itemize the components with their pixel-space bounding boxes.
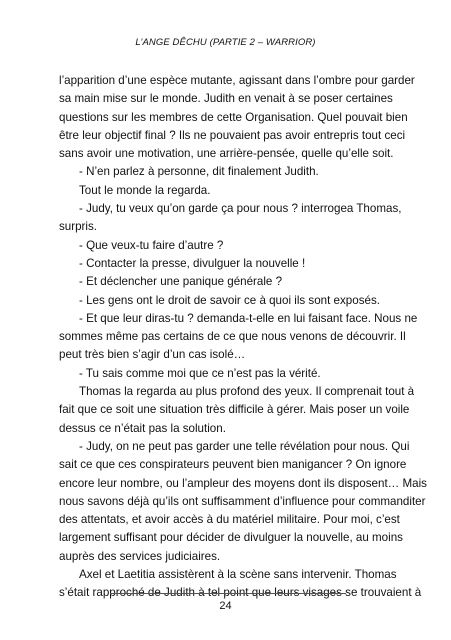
text-line: sait ce que ces conspirateurs peuvent bien manigancer ? On ignore <box>59 458 407 472</box>
text-line: - Les gens ont le droit de savoir ce à quoi ils sont exposés. <box>79 293 380 307</box>
page-number: 24 <box>219 600 232 612</box>
text-line: Thomas la regarda au plus profond des yeux. Il comprenait tout à <box>79 385 415 399</box>
text-line: dessus ce n’était pas la solution. <box>59 421 226 435</box>
text-line: Tout le monde la regarda. <box>79 183 211 197</box>
text-line: sa main mise sur le monde. Judith en venait à se poser certaines <box>59 92 393 106</box>
text-line: - Et déclencher une panique générale ? <box>79 275 283 289</box>
text-line: l’apparition d’une espèce mutante, agissant dans l’ombre pour garder <box>59 74 415 87</box>
text-line: questions sur les membres de cette Organisation. Quel pouvait bien <box>59 110 408 124</box>
text-line: sommes même pas certains de ce que nous venons de découvrir. Il <box>59 330 406 344</box>
text-line: - Que veux-tu faire d’autre ? <box>79 238 224 252</box>
text-line: - Tu sais comme moi que ce n’est pas la vérité. <box>79 366 321 380</box>
text-line: - Contacter la presse, divulguer la nouvelle ! <box>79 256 306 270</box>
text-line: - Judy, on ne peut pas garder une telle révélation pour nous. Qui <box>79 439 410 453</box>
body-text <box>59 72 427 603</box>
text-line: encore leur nombre, ou l’ampleur des moyens dont ils disposent… Mais <box>59 476 427 490</box>
text-line: - Et que leur diras-tu ? demanda-t-elle en lui faisant face. Nous ne <box>79 311 418 325</box>
text-line: largement suffisant pour décider de divulguer la nouvelle, au moins <box>59 531 403 545</box>
text-line: - N’en parlez à personne, dit finalement Judith. <box>79 165 319 179</box>
text-line: fait que ce soit une situation très difficile à gérer. Mais poser un voile <box>59 403 410 417</box>
text-line: surpris. <box>59 220 98 234</box>
text-line: sans avoir une motivation, une arrière-pensée, quelle qu’elle soit. <box>59 147 394 161</box>
text-line: nous savons déjà qu’ils ont suffisamment d’influence pour commanditer <box>59 494 426 508</box>
text-line: des attentats, et avoir accès à du matériel militaire. Pour moi, c’est <box>59 513 400 527</box>
text-line: - Judy, tu veux qu’on garde ça pour nous ? interrogea Thomas, <box>79 202 402 216</box>
text-line: peut très bien s’agir d’un cas isolé… <box>59 348 246 362</box>
running-title: L’ANGE DÊCHU (PARTIE 2 – WARRIOR) <box>135 37 316 48</box>
text-line: être leur objectif final ? Ils ne pouvaient pas avoir entrepris tout ceci <box>59 128 406 142</box>
text-line: s’était rapproché de Judith à tel point que leurs visages se trouvaient à <box>59 586 422 600</box>
text-line: Axel et Laetitia assistèrent à la scène sans intervenir. Thomas <box>79 568 397 582</box>
footer-rule <box>118 593 338 594</box>
text-line: auprès des services judiciaires. <box>59 549 221 563</box>
